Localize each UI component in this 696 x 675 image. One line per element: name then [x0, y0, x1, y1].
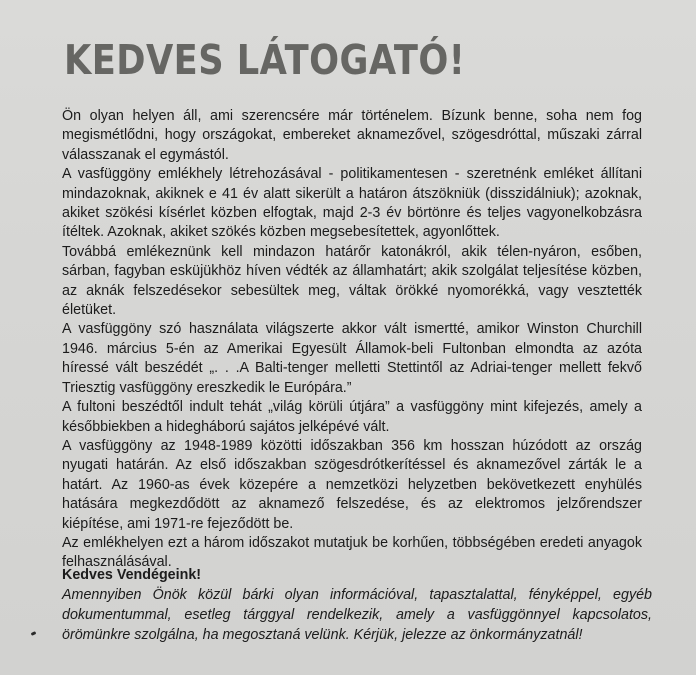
sign-body-text: [62, 107, 642, 573]
guests-section: [62, 565, 652, 645]
paragraph-border-guards: Továbbá emlékeznünk kell mindazon határőr katonákról, akik télen-nyáron, esőben, sárban, fagyban esküjükhöz híven védték az államhatárt; akik szolgálat teljesítése közben, az aknák felszedésekor sebesültek meg, váltak örökké nyomorékká, vagy vesztették életüket.: [62, 243, 642, 319]
paragraph-intro: Ön olyan helyen áll, ami szerencsére már történelem. Bízunk benne, soha nem fog megismétlődni, hogy országokat, embereket aknamezővel, szögesdróttal, műszaki zárral válasszanak el egymástól.: [62, 108, 642, 163]
paragraph-iron-curtain-history: A vasfüggöny az 1948-1989 közötti időszakban 356 km hosszan húzódott az ország nyugati határán. Az első időszakban szögesdrótkerítéssel és aknamezővel zárták le a határt. Az 1960-as évek közepére a nemzetközi helyzetben bekövetkezett enyhülés hatására megkezdődött az aknamező felszedése, és az elektromos jelzőrendszer kiépítése, ami 1971-re fejeződött be.: [62, 437, 642, 532]
guests-heading: Kedves Vendégeink!: [62, 567, 202, 583]
surface-speck: [31, 631, 37, 636]
guests-request-text: Amennyiben Önök közül bárki olyan információval, tapasztalattal, fényképpel, egyéb dokumentummal, esetleg tárggyal rendelkezik, amely a vasfüggönnyel kapcsolatos, örömünkre szolgálna, ha megosztaná velünk. Kérjük, jelezze az önkormányzatnál!: [62, 587, 652, 643]
paragraph-fulton-origin: A fultoni beszédtől indult tehát „világ körüli útjára” a vasfüggöny mint kifejezés, amely a későbbiekben a hidegháború sajátos jelképévé vált.: [62, 399, 642, 435]
paragraph-memorial-periods: Az emlékhelyen ezt a három időszakot mutatjuk be korhűen, többségében eredeti anyagok felhasználásával.: [62, 534, 642, 571]
paragraph-churchill-speech: A vasfüggöny szó használata világszerte akkor vált ismertté, amikor Winston Churchill 1946. március 5-én az Amerikai Egyesült Államok-beli Fultonban elmondta az azóta híressé vált beszédét „. . .A Balti-tenger melletti Stettintől az Adriai-tenger mellett fekvő Triesztig vasfüggöny ereszkedik le Európára.”: [62, 321, 642, 396]
paragraph-memorial-purpose: A vasfüggöny emlékhely létrehozásával - politikamentesen - szeretnénk emléket állítani mindazoknak, akiknek e 41 év alatt sikerült a határon átszökniük (disszidálniuk); azoknak, akiket szökési kísérlet közben elfogtak, majd 2-3 év börtönre és teljes vagyonelkobzásra ítéltek. Azoknak, akiket szökés közben megsebesítettek, agyonlőttek.: [62, 166, 642, 241]
sign-title: KEDVES LÁTOGATÓ!: [64, 36, 466, 84]
